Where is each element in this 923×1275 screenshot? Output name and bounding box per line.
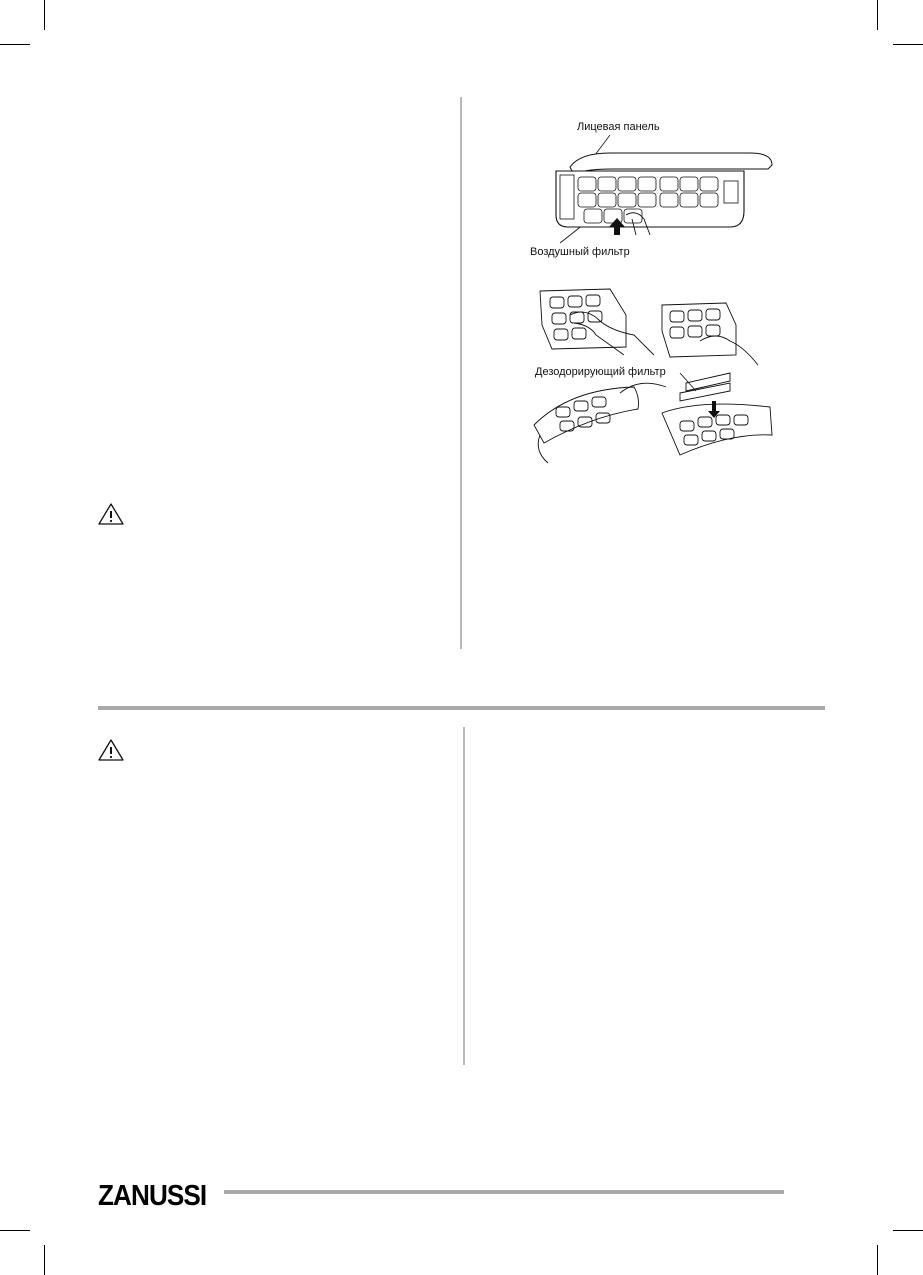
crop-mark — [0, 44, 30, 45]
crop-mark — [893, 1230, 923, 1231]
deodorizing-filter-label: Дезодорирующий фильтр — [535, 366, 666, 378]
section-separator — [98, 706, 825, 710]
brand-logo: ZANUSSI — [98, 1180, 207, 1212]
column-divider — [460, 97, 462, 649]
filter-cleaning-illustration — [530, 285, 780, 465]
footer-rule — [224, 1190, 784, 1194]
crop-mark — [893, 44, 923, 45]
crop-mark — [44, 0, 45, 30]
crop-mark — [0, 1230, 30, 1231]
air-filter-label: Воздушный фильтр — [530, 246, 630, 258]
warning-triangle-icon — [97, 502, 125, 526]
column-divider — [463, 727, 465, 1065]
crop-mark — [44, 1245, 45, 1275]
crop-mark — [877, 0, 878, 30]
front-panel-label: Лицевая панель — [577, 121, 660, 133]
crop-mark — [877, 1245, 878, 1275]
ac-unit-illustration — [540, 135, 780, 245]
warning-triangle-icon — [97, 738, 125, 762]
